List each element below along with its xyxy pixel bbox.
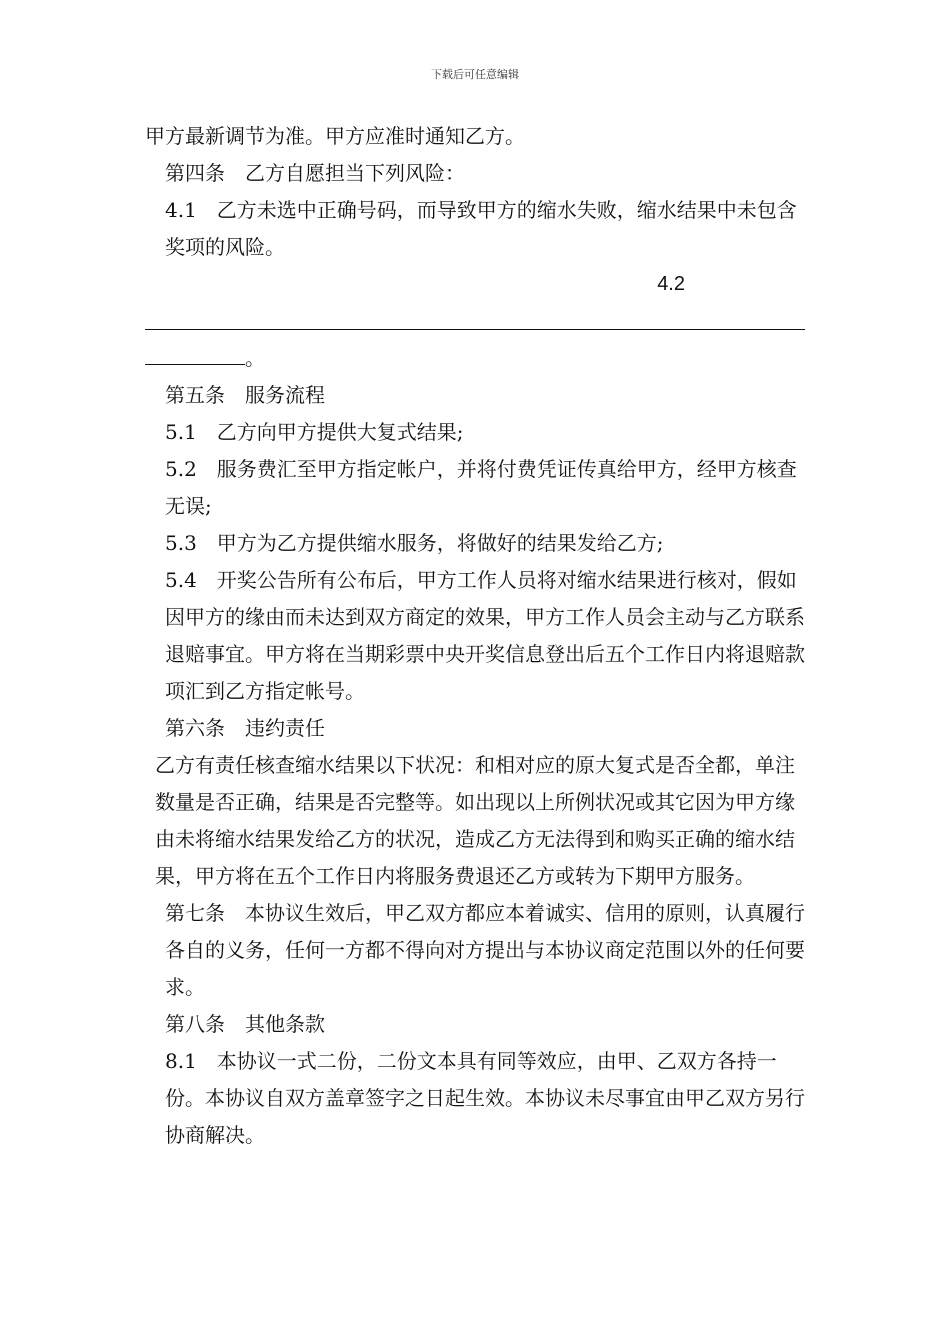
clause-4-2-blank-line (145, 303, 805, 340)
clause-8-1: 8.1 本协议一式二份，二份文本具有同等效应，由甲、乙双方各持一份。本协议自双方盖章签字之日起生效。本协议未尽事宜由甲乙双方另行协商解决。 (165, 1049, 805, 1147)
clause-4-2-blank-end (145, 340, 805, 377)
clause-5-4: 5.4 开奖公告所有公布后，甲方工作人员将对缩水结果进行核对，假如因甲方的缘由而未达到双方商定的效果，甲方工作人员会主动与乙方联系退赔事宜。甲方将在当期彩票中央开奖信息登出后五个工作日内将退赔款项汇到乙方指定帐号。 (165, 568, 805, 703)
paragraph-continuation: 甲方最新调节为准。甲方应准时通知乙方。 (145, 124, 525, 148)
clause-4-2-period: 。 (245, 346, 265, 370)
article-6-heading: 第六条 违约责任 (165, 716, 325, 740)
page-header: 下载后可任意编辑 (431, 68, 519, 81)
article-7: 第七条 本协议生效后，甲乙双方都应本着诚实、信用的原则，认真履行各自的义务，任何一方都不得向对方提出与本协议商定范围以外的任何要求。 (165, 901, 805, 999)
article-6-body: 乙方有责任核查缩水结果以下状况：和相对应的原大复式是否全都，单注数量是否正确，结果是否完整等。如出现以上所例状况或其它因为甲方缘由未将缩水结果发给乙方的状况，造成乙方无法得到和购买正确的缩水结果，甲方将在五个工作日内将服务费退还乙方或转为下期甲方服务。 (155, 753, 795, 888)
clause-5-1: 5.1 乙方向甲方提供大复式结果; (165, 420, 464, 444)
clause-5-3: 5.3 甲方为乙方提供缩水服务，将做好的结果发给乙方; (165, 531, 664, 555)
short-blank-line (145, 342, 245, 365)
clause-4-1: 4.1 乙方未选中正确号码，而导致甲方的缩水失败，缩水结果中未包含奖项的风险。 (165, 198, 797, 259)
article-5-heading: 第五条 服务流程 (165, 383, 325, 407)
document-body (145, 118, 805, 1154)
article-4-heading: 第四条 乙方自愿担当下列风险： (165, 161, 465, 185)
clause-4-2-number: 4.2 (657, 273, 685, 295)
article-8-heading: 第八条 其他条款 (165, 1012, 325, 1036)
clause-5-2: 5.2 服务费汇至甲方指定帐户，并将付费凭证传真给甲方，经甲方核查无误; (165, 457, 797, 518)
